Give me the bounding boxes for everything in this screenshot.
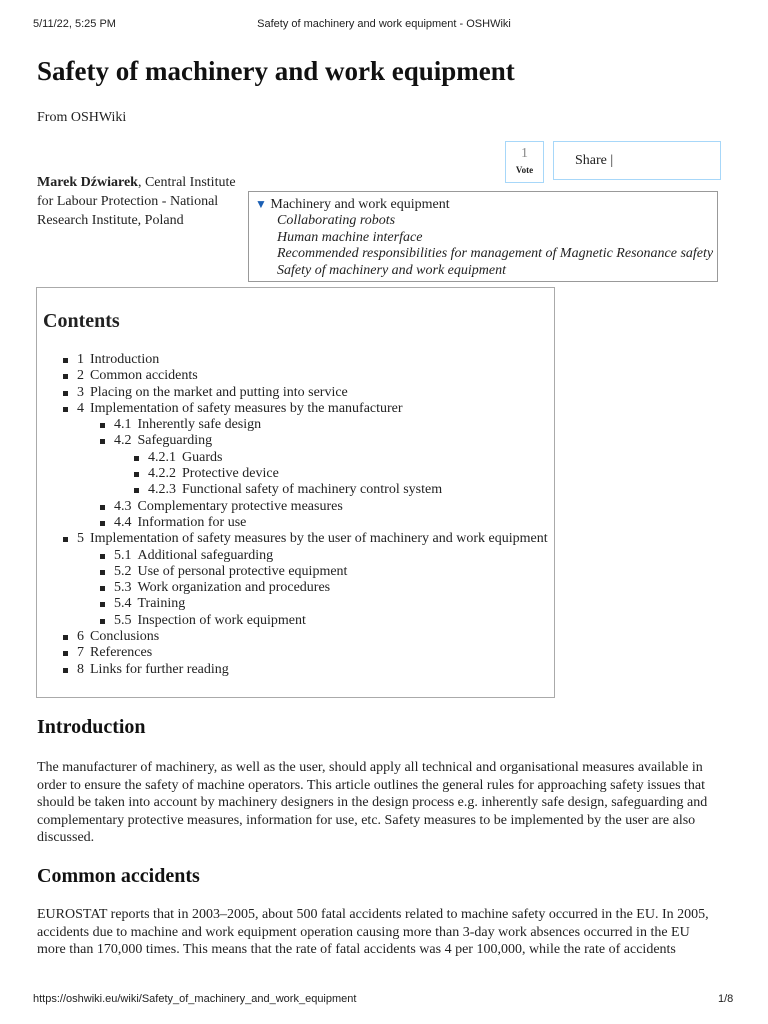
toc-item[interactable] — [37, 450, 548, 466]
toc-heading: Contents — [43, 310, 120, 332]
nav-item[interactable]: Recommended responsibilities for management of Magnetic Resonance safety — [277, 246, 714, 262]
toc-item[interactable] — [37, 352, 548, 368]
toc-text: Links for further reading — [90, 661, 229, 677]
toc-number: 4 — [77, 400, 84, 416]
toc-item[interactable] — [37, 466, 548, 482]
bullet-icon — [100, 554, 105, 559]
toc-number: 2 — [77, 368, 84, 384]
toc-number: 4.3 — [114, 498, 132, 514]
toc-number: 6 — [77, 629, 84, 645]
table-of-contents — [36, 287, 555, 698]
bullet-icon — [63, 635, 68, 640]
bullet-icon — [134, 456, 139, 461]
toc-text: Introduction — [90, 352, 160, 367]
author-block — [37, 173, 247, 230]
bullet-icon — [100, 619, 105, 624]
category-nav-box — [248, 191, 718, 282]
toc-text: Information for use — [137, 514, 247, 530]
vote-label: Vote — [515, 165, 534, 175]
nav-item[interactable]: Human machine interface — [277, 229, 423, 245]
toc-text: Common accidents — [90, 368, 198, 384]
toc-number: 4.2.2 — [148, 466, 176, 482]
toc-number: 3 — [77, 384, 84, 400]
bullet-icon — [100, 423, 105, 428]
toc-item[interactable] — [37, 548, 548, 564]
toc-number: 7 — [77, 645, 84, 661]
print-footer-url: https://oshwiki.eu/wiki/Safety_of_machinery_and_work_equipment — [33, 993, 357, 1005]
toc-text: Inspection of work equipment — [137, 612, 306, 628]
bullet-icon — [63, 651, 68, 656]
toc-item[interactable] — [37, 515, 548, 531]
bullet-icon — [63, 537, 68, 542]
toc-text: Training — [137, 596, 186, 612]
print-header-title: Safety of machinery and work equipment - OSHWiki — [257, 18, 511, 30]
toc-number: 5.3 — [114, 580, 132, 596]
toc-text: Complementary protective measures — [137, 498, 343, 514]
toc-item[interactable] — [37, 368, 548, 384]
page-title: Safety of machinery and work equipment — [37, 56, 515, 86]
author-name[interactable]: Marek Dźwiarek — [37, 175, 138, 190]
share-label: Share | — [575, 153, 614, 168]
toc-item[interactable] — [37, 401, 548, 417]
toc-item[interactable] — [37, 596, 548, 612]
bullet-icon — [63, 374, 68, 379]
accidents-paragraph: EUROSTAT reports that in 2003–2005, about 500 fatal accidents related to machine safety occurred in the EU. In 2005, accidents due to machine and work equipment operation causing more than 3-day work absences occurred in the EU more than 170,000 times. This means that the rate of fatal accidents was 4 per 100,000, while the rate of accidents — [37, 907, 709, 957]
toc-text: Protective device — [182, 466, 279, 482]
toc-number: 5 — [77, 531, 84, 547]
bullet-icon — [100, 521, 105, 526]
bullet-icon — [100, 602, 105, 607]
toc-text: Additional safeguarding — [137, 547, 274, 563]
toc-item[interactable] — [37, 629, 548, 645]
toc-number: 5.4 — [114, 596, 132, 612]
toc-text: Implementation of safety measures by the user of machinery and work equipment — [90, 531, 548, 547]
vote-button[interactable] — [505, 141, 544, 183]
toc-list — [37, 352, 548, 678]
toc-item[interactable] — [37, 613, 548, 629]
accidents-heading: Common accidents — [37, 865, 200, 887]
intro-heading: Introduction — [37, 716, 146, 738]
toc-number: 5.2 — [114, 563, 132, 579]
nav-item[interactable]: Safety of machinery and work equipment — [277, 262, 507, 278]
vote-count: 1 — [521, 146, 528, 161]
collapse-triangle-icon[interactable]: ▼ — [255, 197, 267, 211]
toc-text: References — [90, 645, 153, 661]
bullet-icon — [100, 505, 105, 510]
toc-number: 4.2.1 — [148, 449, 176, 465]
toc-text: Implementation of safety measures by the manufacturer — [90, 400, 403, 416]
bullet-icon — [134, 488, 139, 493]
toc-text: Guards — [182, 449, 223, 465]
nav-heading[interactable]: Machinery and work equipment — [270, 197, 450, 212]
from-wiki: From OSHWiki — [37, 110, 127, 125]
toc-item[interactable] — [37, 433, 548, 449]
toc-number: 8 — [77, 661, 84, 677]
intro-paragraph: The manufacturer of machinery, as well as the user, should apply all technical and organisational measures available in order to ensure the safety of machine operators. This article outlines the general rules for approaching safety issues that should be taken into account by machinery designers in the design process e.g. inherently safe design, safeguarding and complementary protective measures, information for use, etc. Safety measures to be implemented by the user are also discussed. — [37, 760, 708, 845]
toc-text: Use of personal protective equipment — [137, 563, 348, 579]
bullet-icon — [100, 586, 105, 591]
toc-text: Functional safety of machinery control system — [182, 482, 443, 498]
toc-number: 4.2 — [114, 433, 132, 449]
toc-item[interactable] — [37, 531, 548, 547]
toc-item[interactable] — [37, 499, 548, 515]
toc-text: Safeguarding — [137, 433, 213, 449]
toc-text: Work organization and procedures — [137, 580, 331, 596]
bullet-icon — [100, 439, 105, 444]
toc-text: Placing on the market and putting into service — [90, 384, 348, 400]
toc-item[interactable] — [37, 564, 548, 580]
toc-item[interactable] — [37, 645, 548, 661]
toc-number: 4.4 — [114, 514, 132, 530]
bullet-icon — [63, 407, 68, 412]
toc-item[interactable] — [37, 482, 548, 498]
bullet-icon — [63, 668, 68, 673]
bullet-icon — [134, 472, 139, 477]
toc-item[interactable] — [37, 662, 548, 678]
print-footer-page: 1/8 — [718, 993, 734, 1005]
toc-text: Conclusions — [90, 629, 160, 645]
toc-item[interactable] — [37, 385, 548, 401]
toc-text: Inherently safe design — [137, 417, 262, 433]
author-affiliation: , Central Institute for Labour Protection - National Research Institute, Poland — [37, 175, 236, 228]
toc-number: 4.1 — [114, 417, 132, 433]
toc-number: 4.2.3 — [148, 482, 176, 498]
bullet-icon — [63, 358, 68, 363]
toc-number: 5.5 — [114, 612, 132, 628]
nav-item[interactable]: Collaborating robots — [277, 213, 396, 229]
toc-item[interactable] — [37, 580, 548, 596]
bullet-icon — [100, 570, 105, 575]
print-datetime: 5/11/22, 5:25 PM — [33, 18, 116, 30]
toc-number: 5.1 — [114, 547, 132, 563]
toc-number: 1 — [77, 352, 84, 367]
share-button[interactable] — [553, 141, 721, 180]
bullet-icon — [63, 391, 68, 396]
toc-item[interactable] — [37, 417, 548, 433]
